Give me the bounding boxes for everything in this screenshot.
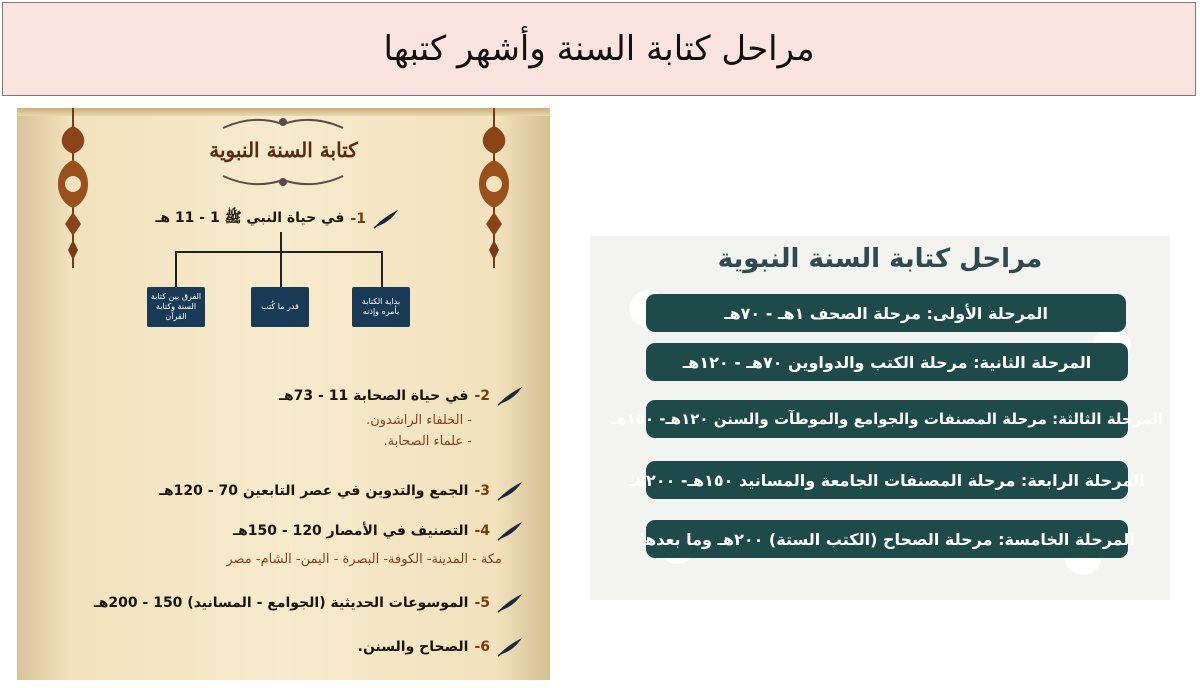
quill-pen-icon (496, 385, 524, 407)
stage-4: المرحلة الرابعة: مرحلة المصنفات الجامعة والمسانيد ١٥٠هـ- ٢٠٠هـ (646, 461, 1128, 499)
quill-pen-icon (496, 480, 524, 502)
arabesque-ornament-icon (472, 108, 516, 268)
quill-pen-icon (496, 636, 524, 658)
timeline-item-3: 3- الجمع والتدوين في عصر التابعين 70 - 120هـ (159, 480, 524, 502)
sunnah-scroll-panel (17, 108, 550, 680)
quill-pen-icon (496, 520, 524, 542)
tree-stem-left (175, 251, 177, 287)
title-flourish-top (213, 112, 353, 134)
stage-2: المرحلة الثانية: مرحلة الكتب والدواوين ٧٠هـ - ١٢٠هـ (646, 343, 1128, 381)
tree-box-amount-written: قدر ما كُتب (251, 287, 309, 327)
item-4-sub-cities: مكة - المدينة- الكوفة- البصرة - اليمن- الشام- مصر (226, 552, 502, 567)
sunnah-stages-card (590, 236, 1170, 600)
title-flourish-bottom (213, 170, 353, 192)
timeline-item-2: 2- في حياة الصحابة 11 - 73هـ (279, 385, 524, 407)
timeline-item-6: 6- الصحاح والسنن. (358, 636, 524, 658)
stages-card-title: مراحل كتابة السنة النبوية (717, 244, 1043, 274)
tree-box-sunnah-vs-quran: الفرق بين كتابة السنة وكتابة القرآن (147, 287, 205, 327)
timeline-item-5: 5- الموسوعات الحديثية (الجوامع - المسانيد) 150 - 200هـ (94, 592, 524, 614)
stage-1: المرحلة الأولى: مرحلة الصحف ١هـ - ٧٠هـ (646, 294, 1126, 332)
timeline-item-4: 4- التصنيف في الأمصار 120 - 150هـ (233, 520, 524, 542)
tree-stem-right (381, 251, 383, 287)
stage-5: المرحلة الخامسة: مرحلة الصحاح (الكتب الستة) ٢٠٠هـ وما بعدها (646, 520, 1128, 558)
slide-title-banner (2, 2, 1196, 96)
timeline-item-1: 1- في حياة النبي ﷺ 1 - 11 هـ (156, 208, 400, 230)
slide-title: مراحل كتابة السنة وأشهر كتبها (383, 29, 815, 69)
tree-branch (175, 251, 383, 253)
tree-stem-middle (280, 251, 282, 287)
stage-3: المرحلة الثالثة: مرحلة المصنفات والجوامع والموطآت والسنن ١٢٠هـ- ١٥٠هـ (646, 400, 1128, 438)
item-2-sub-caliphs: - الخلفاء الراشدون. (366, 413, 472, 428)
tree-trunk (280, 232, 282, 252)
quill-pen-icon (372, 208, 400, 230)
item-2-sub-scholars: - علماء الصحابة. (383, 434, 472, 449)
scroll-title: كتابة السنة النبوية (209, 138, 358, 162)
tree-box-start-writing: بداية الكتابة بأمره وإذنه (352, 287, 410, 327)
quill-pen-icon (496, 592, 524, 614)
arabesque-ornament-icon (51, 108, 95, 268)
